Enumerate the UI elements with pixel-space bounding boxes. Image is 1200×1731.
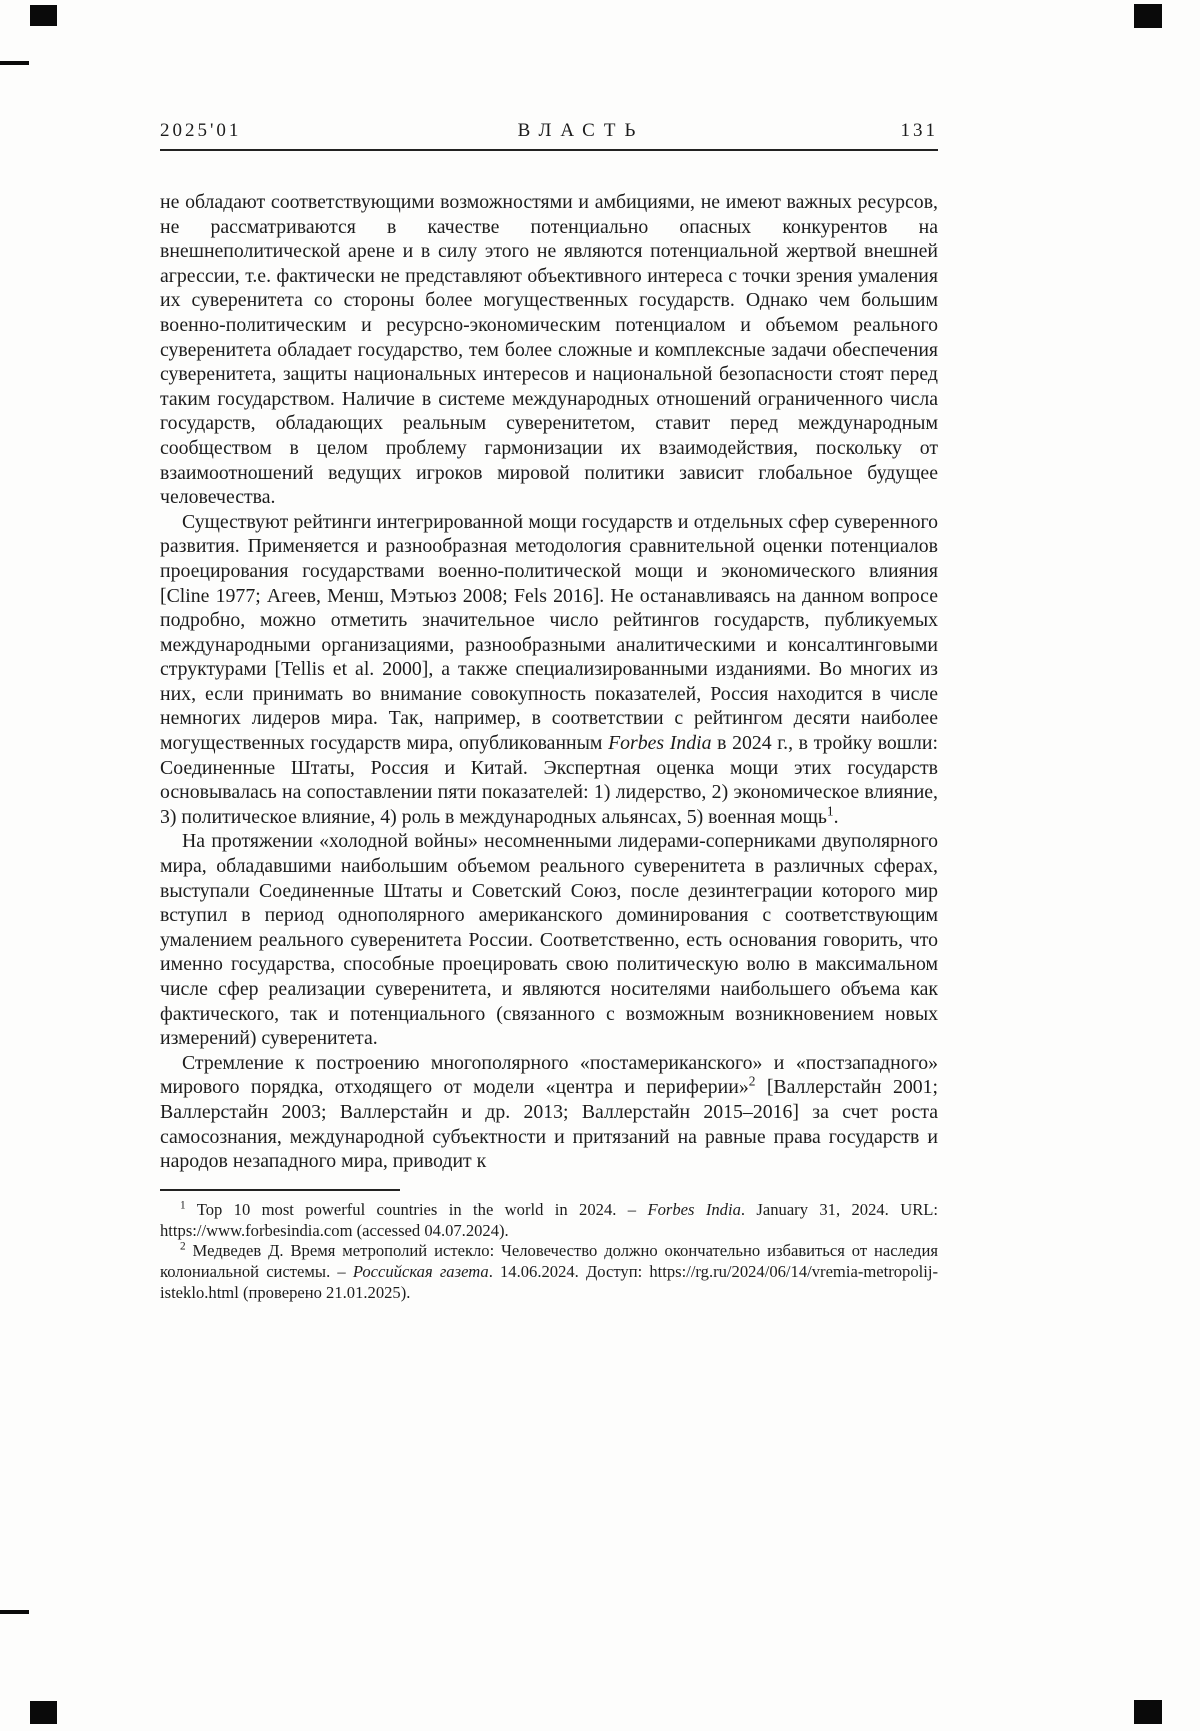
italic-text: Российская газета: [352, 1262, 489, 1282]
issue-number: 2025'01: [160, 120, 242, 141]
edge-tick-bottom: [0, 1610, 29, 1614]
footnote-ref: 1: [826, 803, 834, 819]
paragraph: [160, 510, 938, 830]
paragraph: [160, 1051, 938, 1174]
text-run: . 14.06.2024. Доступ: https://rg.ru/2024/06/14/vremia-metropolij-isteklo.html (проверено 21.01.2025).: [160, 1262, 938, 1302]
text-run: Медведев Д. Время метрополий истекло: Человечество должно окончательно избавиться от наследия колониальной системы. –: [160, 1241, 938, 1282]
footnote: [160, 1200, 938, 1242]
crop-mark-bottom-left: [30, 1701, 57, 1724]
running-head: [160, 120, 938, 142]
header-rule: [160, 149, 938, 151]
text-run: Top 10 most powerful countries in the world in 2024. –: [185, 1199, 648, 1219]
italic-text: Forbes India: [647, 1199, 741, 1219]
crop-mark-top-right: [1134, 4, 1162, 28]
text-run: [Валлерстайн 2001; Валлерстайн 2003; Валлерстайн и др. 2013; Валлерстайн 2015–2016] за счет роста самосознания, международной субъектности и притязаний на равные права государств и народов незападного мира, приводит к: [160, 1076, 938, 1173]
text-run: . January 31, 2024. URL: https://www.forbesindia.com (accessed 04.07.2024).: [160, 1199, 939, 1240]
footnote-ref: 2: [180, 1240, 186, 1253]
text-run: На протяжении «холодной войны» несомненными лидерами-соперниками двуполярного мира, обладавшими наибольшим объемом реального суверенитета в различных сферах, выступали Соединенные Штаты и Советский Союз, после дезинтеграции которого мир вступил в период однополярного американского доминирования с соответствующим умалением реального суверенитета России. Соответственно, есть основания говорить, что именно государства, способные проецировать свою политическую волю в максимальном числе сфер реализации суверенитета, и являются носителями наибольшего объема как фактического, так и потенциального (связанного с возможным возникновением новых измерений) суверенитета.: [160, 830, 938, 1050]
text-run: не обладают соответствующими возможностями и амбициями, не имеют важных ресурсов, не рассматриваются в качестве потенциально опасных конкурентов на внешнеполитической арене и в силу этого не являются потенциальной жертвой внешней агрессии, т.е. фактически не представляют объективного интереса с точки зрения умаления их суверенитета со стороны более могущественных государств. Однако чем большим военно-политическим и ресурсно-экономическим потенциалом и объемом реального суверенитета обладает государство, тем более сложные и комплексные задачи обеспечения суверенитета, защиты национальных интересов и национальной безопасности стоят перед таким государством. Наличие в системе международных отношений ограниченного числа государств, обладающих реальным суверенитетом, ставит перед международным сообществом в целом проблему гармонизации их взаимодействия, поскольку от взаимоотношений ведущих игроков мировой политики зависит глобальное будущее человечества.: [160, 191, 938, 509]
text-run: в 2024 г., в тройку вошли: Соединенные Штаты, Россия и Китай. Экспертная оценка мощи этих государств основывалась на сопоставлении пяти показателей: 1) лидерство, 2) экономическое влияние, 3) политическое влияние, 4) роль в международных альянсах, 5) военная мощь: [160, 732, 938, 828]
paragraph: [160, 190, 938, 510]
article-body: [160, 190, 938, 1174]
crop-mark-bottom-right: [1134, 1700, 1162, 1724]
footnote: [160, 1241, 938, 1303]
text-run: Существуют рейтинги интегрированной мощи государств и отдельных сфер суверенного развития. Применяется и разнообразная методология сравнительной оценки потенциалов проецирования государствами военно-политической мощи и экономического влияния [Cline 1977; Агеев, Менш, Мэтьюз 2008; Fels 2016]. Не останавливаясь на данном вопросе подробно, можно отметить значительное число рейтингов государств, публикуемых международными организациями, разнообразными аналитическими и консалтинговыми структурами [Tellis et al. 2000], а также специализированными изданиями. Во многих из них, если принимать во внимание совокупность показателей, Россия находится в числе немногих лидеров мира. Так, например, в соответствии с рейтингом десяти наиболее могущественных государств мира, опубликованным: [160, 510, 938, 755]
journal-title: ВЛАСТЬ: [517, 120, 645, 141]
footnote-ref: 1: [180, 1199, 186, 1212]
text-run: Стремление к построению многополярного «постамериканского» и «постзападного» мирового порядка, отходящего от модели «центра и периферии»: [160, 1051, 938, 1099]
footnote-separator: [160, 1189, 400, 1191]
page-number: 131: [900, 120, 938, 141]
footnotes: [160, 1200, 938, 1304]
footnote-ref: 2: [748, 1073, 756, 1089]
edge-tick-top: [0, 61, 29, 65]
paragraph: [160, 829, 938, 1050]
page-content: [160, 120, 938, 1304]
crop-mark-top-left: [30, 5, 57, 26]
italic-text: Forbes India: [608, 732, 712, 755]
text-run: .: [833, 805, 839, 828]
